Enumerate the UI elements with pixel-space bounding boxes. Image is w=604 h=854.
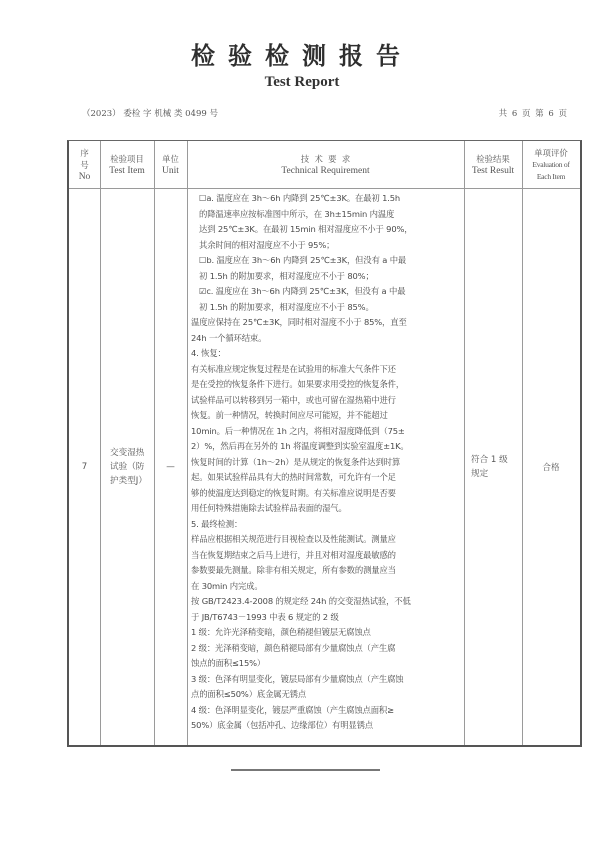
header-unit-cn: 单位 <box>162 153 179 164</box>
header-test-item <box>100 141 154 188</box>
requirement-line: ☐a. 温度应在 3h～6h 内降到 25℃±3K。在最初 1.5h <box>199 193 401 203</box>
requirement-line: 恢复。前一种情况，转换时间应尽可能短，并不能超过 <box>191 410 388 420</box>
requirement-line: 恢复时间的计算（1h～2h）是从规定的恢复条件达到时算 <box>191 456 401 467</box>
page-info: 共 6 页 第 6 页 <box>498 109 568 119</box>
requirement-line: 2 级：光泽稍变暗，颜色稍褪局部有少量腐蚀点（产生腐 <box>191 642 396 653</box>
requirement-line: 点的面积≤50%）底金属无锈点 <box>191 689 307 699</box>
requirement-line: 24h 一个循环结束。 <box>191 332 267 343</box>
header-tech-en: Technical Requirement <box>281 165 370 176</box>
report-number: （2023） 委检 字 机械 类 0499 号 <box>82 109 218 119</box>
header-no <box>69 141 100 188</box>
header-result-cn: 检验结果 <box>476 153 510 164</box>
requirement-line: 在 30min 内完成。 <box>191 580 263 591</box>
row-test-item <box>100 189 154 745</box>
unit-value: — <box>166 462 175 472</box>
requirement-line: 温度应保持在 25℃±3K，同时相对湿度不小于 85%，直至 <box>191 317 407 327</box>
row-no-value: 7 <box>81 462 88 472</box>
header-eval-cn: 单项评价 <box>534 147 568 158</box>
requirement-line: 初 1.5h 的附加要求，相对湿度应不小于 85%。 <box>199 301 374 312</box>
header-no-cn: 序 <box>80 147 89 158</box>
header-test-item-cn: 检验项目 <box>110 153 144 164</box>
requirement-line: 50%）底金属（包括冲孔、边缘部位）有明显锈点 <box>191 720 373 730</box>
technical-requirement-text <box>191 191 463 734</box>
row-test-result <box>464 189 522 745</box>
column-divider <box>187 141 188 745</box>
header-tech-cn: 技 术 要 求 <box>300 153 351 164</box>
requirement-line: 5. 最终检测： <box>191 518 243 529</box>
header-eval-en2: Each Item <box>536 171 566 181</box>
requirement-line: 当在恢复期结束之后马上进行，并且对相对湿度最敏感的 <box>191 549 396 560</box>
requirement-line: 3 级：色泽有明显变化，镀层局部有少量腐蚀点（产生腐蚀 <box>191 673 404 684</box>
test-table <box>67 140 582 747</box>
stamp-mark <box>588 408 598 498</box>
requirement-line: 有关标准应规定恢复过程是在试验用的标准大气条件下还 <box>191 363 396 374</box>
row-no <box>69 189 100 745</box>
requirement-line: 4 级：色泽明显变化，镀层严重腐蚀（产生腐蚀点面积≥ <box>191 704 394 715</box>
requirement-line: 蚀点的面积≤15%） <box>191 658 266 668</box>
report-title-cn: 检验检测报告 <box>191 42 413 70</box>
header-unit <box>154 141 187 188</box>
evaluation-value: 合格 <box>542 463 560 473</box>
requirement-line: 按 GB/T2423.4-2008 的规定经 24h 的交变湿热试验，不低 <box>191 596 411 606</box>
header-no-cn2: 号 <box>80 159 89 170</box>
requirement-line: 于 JB/T6743－1993 中表 6 规定的 2 级 <box>191 611 339 622</box>
header-unit-en: Unit <box>162 165 179 176</box>
test-item-line: 试验（防 <box>110 462 145 472</box>
row-evaluation <box>522 189 580 745</box>
requirement-line: 其余时间的相对湿度应不小于 95%； <box>199 239 335 250</box>
requirement-line: 4. 恢复： <box>191 348 226 358</box>
test-item-line: 交变湿热 <box>110 448 145 458</box>
requirement-line: 参数要最先测量。除非有相关规定，所有参数的测量应当 <box>191 565 396 575</box>
requirement-line: 样品应根据相关规范进行目视检查以及性能测试。测量应 <box>191 534 396 544</box>
requirement-line: ☑c. 温度应在 3h～6h 内降到 25℃±3K，但没有 a 中最 <box>199 286 406 296</box>
requirement-line: 起。如果试验样品具有大的热时间常数，可允许有一个足 <box>191 472 396 482</box>
end-of-report-line <box>231 769 380 771</box>
requirement-line: 是在受控的恢复条件下进行。如果要求用受控的恢复条件， <box>191 379 405 389</box>
requirement-line: 2）%，然后再在另外的 1h 将温度调整到实验室温度±1K。 <box>191 441 409 451</box>
requirement-line: ☐b. 温度应在 3h～6h 内降到 25℃±3K，但没有 a 中最 <box>199 255 407 265</box>
header-test-result <box>464 141 522 188</box>
header-eval-en: Evaluation of <box>532 159 570 169</box>
row-unit <box>154 189 187 745</box>
requirement-line: 初 1.5h 的附加要求，相对湿度应不小于 80%； <box>199 270 374 281</box>
test-result-line: 规定 <box>471 469 489 479</box>
test-result-line: 符合 1 级 <box>471 455 508 465</box>
requirement-line: 的降温速率应按标准图中所示，在 3h±15min 内温度 <box>199 208 395 219</box>
header-test-item-en: Test Item <box>109 165 145 176</box>
requirement-line: 够的使温度达到稳定的恢复时期。有关标准应说明是否要 <box>191 487 396 498</box>
requirement-line: 10min。后一种情况在 1h 之内，将相对湿度降低到（75± <box>191 425 405 436</box>
requirement-line: 达到 25℃±3K。在最初 15min 相对湿度应不小于 90%， <box>199 224 413 234</box>
requirement-line: 用任何特殊措施除去试验样品表面的湿气。 <box>191 503 347 513</box>
requirement-line: 1 级：允许光泽稍变暗，颜色稍褪但镀层无腐蚀点 <box>191 627 371 637</box>
header-technical-requirement <box>187 141 464 188</box>
test-item-line: 护类型J） <box>110 476 147 486</box>
report-title-en: Test Report <box>264 74 340 90</box>
header-result-en: Test Result <box>471 165 515 176</box>
header-evaluation <box>522 141 580 188</box>
requirement-line: 试验样品可以转移到另一箱中，或也可留在湿热箱中进行 <box>191 394 396 405</box>
header-no-en: No <box>78 171 91 182</box>
